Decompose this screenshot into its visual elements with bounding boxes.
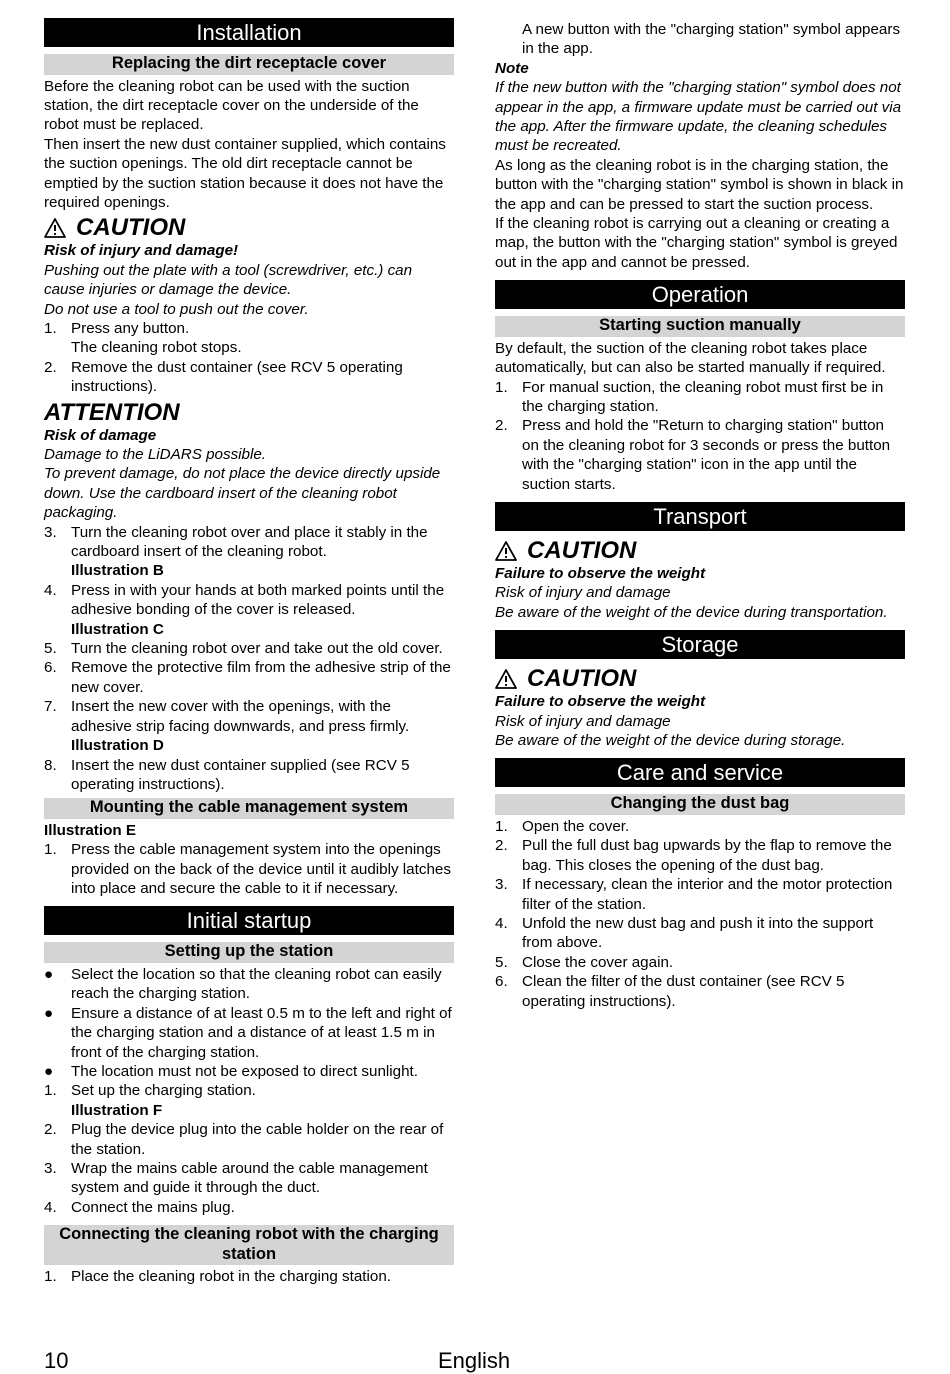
caution-risk: Failure to observe the weight bbox=[495, 693, 706, 711]
list-item bbox=[44, 1120, 454, 1159]
list-marker: 4. bbox=[44, 1198, 57, 1216]
paragraph: By default, the suction of the cleaning robot takes place automatically, but can also be started manually if required. bbox=[495, 339, 886, 377]
subheading-dirt-cover: Replacing the dirt receptacle cover bbox=[44, 54, 454, 75]
list-item bbox=[495, 378, 905, 417]
attention-text: Damage to the LiDARS possible. bbox=[44, 446, 267, 463]
illustration-ref: Illustration E bbox=[44, 821, 136, 839]
list-marker: 3. bbox=[495, 876, 508, 894]
step-result: A new button with the "charging station" symbol appears in the app. bbox=[522, 21, 901, 58]
section-title-transport: Transport bbox=[495, 502, 905, 531]
list-item-text: Press in with your hands at both marked points until the adhesive bonding of the cover is released. bbox=[71, 581, 445, 619]
list-marker: 7. bbox=[44, 698, 57, 716]
list-item bbox=[44, 523, 454, 562]
illustration-ref: Illustration C bbox=[71, 620, 164, 638]
list-item bbox=[44, 1159, 454, 1198]
caution-heading bbox=[495, 538, 905, 564]
page-number: 10 bbox=[44, 1348, 69, 1373]
caution-heading bbox=[44, 215, 454, 241]
list-item-text: Connect the mains plug. bbox=[71, 1198, 235, 1216]
illustration-ref: Illustration F bbox=[71, 1101, 163, 1119]
list-item-text: Press the cable management system into the openings provided on the back of the device until it audibly latches into place and secure the cable to it if necessary. bbox=[71, 841, 451, 898]
subheading-station: Setting up the station bbox=[44, 942, 454, 963]
note-text: If the new button with the "charging station" symbol does not appear in the app, a firmware update must be carried out via the app. After the firmware update, the cleaning schedules must be recreated. bbox=[495, 79, 902, 155]
warning-triangle-icon bbox=[495, 669, 517, 689]
subheading-suction: Starting suction manually bbox=[495, 316, 905, 337]
left-column bbox=[44, 18, 454, 1287]
list-item bbox=[495, 914, 905, 953]
section-title-initial-startup: Initial startup bbox=[44, 906, 454, 935]
caution-text: Risk of injury and damage bbox=[495, 712, 671, 730]
list-item bbox=[44, 1081, 454, 1100]
bullet-list-station bbox=[44, 965, 454, 1081]
list-item bbox=[44, 1198, 454, 1217]
steps-list-care bbox=[495, 817, 905, 1011]
list-marker: 3. bbox=[44, 1160, 57, 1177]
list-marker: 1. bbox=[44, 1268, 57, 1286]
list-marker: 5. bbox=[44, 640, 57, 658]
caution-text: Do not use a tool to push out the cover. bbox=[44, 300, 309, 318]
list-marker: 1. bbox=[44, 841, 57, 859]
caution-heading bbox=[495, 666, 905, 692]
list-item bbox=[44, 639, 454, 658]
list-item bbox=[495, 836, 905, 875]
footer-language: English bbox=[438, 1348, 511, 1373]
illustration-ref: Illustration B bbox=[71, 562, 164, 580]
steps-list-connect bbox=[44, 1267, 454, 1286]
caution-risk: Risk of injury and damage! bbox=[44, 242, 239, 260]
subheading-dust-bag: Changing the dust bag bbox=[495, 794, 905, 815]
caution-text: Be aware of the weight of the device during storage. bbox=[495, 732, 846, 750]
list-item bbox=[495, 817, 905, 836]
list-item bbox=[44, 756, 454, 795]
steps-list-a bbox=[44, 319, 454, 397]
subheading-connect: Connecting the cleaning robot with the charging station bbox=[44, 1225, 454, 1265]
list-item bbox=[495, 953, 905, 972]
paragraph: Before the cleaning robot can be used with the suction station, the dirt receptacle cover on the underside of the robot must be replaced. bbox=[44, 77, 419, 134]
caution-text: Be aware of the weight of the device during transportation. bbox=[495, 603, 888, 621]
list-marker: 1. bbox=[44, 1082, 57, 1100]
list-marker: 1. bbox=[495, 378, 508, 396]
list-item-text: Turn the cleaning robot over and take out the old cover. bbox=[71, 640, 443, 658]
list-item bbox=[44, 319, 454, 338]
list-item-text: Press and hold the "Return to charging station" button on the cleaning robot for 3 seconds or press the button with the "charging station" icon in the app until the suction starts. bbox=[522, 417, 891, 493]
list-item-text: Place the cleaning robot in the charging station. bbox=[71, 1268, 391, 1286]
caution-text: Risk of injury and damage bbox=[495, 584, 671, 602]
caution-label: CAUTION bbox=[527, 665, 637, 693]
caution-label: CAUTION bbox=[527, 537, 637, 565]
right-column bbox=[495, 20, 905, 1011]
attention-label: ATTENTION bbox=[44, 398, 180, 426]
paragraph: If the cleaning robot is carrying out a cleaning or creating a map, the button with the "charging station" symbol is greyed out in the app and cannot be pressed. bbox=[495, 215, 898, 271]
illustration-ref: Illustration D bbox=[71, 737, 164, 755]
caution-risk: Failure to observe the weight bbox=[495, 565, 706, 583]
paragraph: Then insert the new dust container supplied, which contains the suction openings. The old dirt receptacle cannot be emptied by the suction station because it does not have the required openings. bbox=[44, 135, 446, 211]
list-marker: ● bbox=[44, 1004, 54, 1022]
attention-risk: Risk of damage bbox=[44, 426, 157, 444]
list-item-text: Plug the device plug into the cable holder on the rear of the station. bbox=[71, 1121, 444, 1158]
paragraph: As long as the cleaning robot is in the charging station, the button with the "charging station" symbol is shown in black in the app and can be pressed to start the suction process. bbox=[495, 156, 904, 213]
list-marker: ● bbox=[44, 1062, 54, 1080]
note-label: Note bbox=[495, 59, 529, 77]
warning-triangle-icon bbox=[44, 218, 66, 238]
section-title-storage: Storage bbox=[495, 630, 905, 659]
list-marker: 2. bbox=[495, 837, 508, 855]
list-item bbox=[495, 416, 905, 494]
steps-list-station bbox=[44, 1081, 454, 1217]
list-item bbox=[44, 1004, 454, 1062]
warning-triangle-icon bbox=[495, 541, 517, 561]
list-item-text: Ensure a distance of at least 0.5 m to the left and right of the charging station and a distance of at least 1.5 m in front of the charging station. bbox=[71, 1004, 452, 1061]
list-item-text: If necessary, clean the interior and the motor protection filter of the station. bbox=[522, 876, 893, 913]
list-marker: 6. bbox=[44, 659, 57, 677]
caution-label: CAUTION bbox=[76, 214, 186, 242]
list-item-text: Open the cover. bbox=[522, 817, 630, 835]
list-item-text: Close the cover again. bbox=[522, 953, 674, 971]
attention-heading bbox=[44, 400, 454, 426]
subheading-cable-management: Mounting the cable management system bbox=[44, 798, 454, 819]
list-marker: 1. bbox=[495, 817, 508, 835]
list-item-text: Insert the new dust container supplied (see RCV 5 operating instructions). bbox=[71, 756, 410, 793]
list-item-text: Press any button. bbox=[71, 319, 190, 337]
section-title-installation: Installation bbox=[44, 18, 454, 47]
list-marker: 2. bbox=[495, 417, 508, 435]
list-item-text: Unfold the new dust bag and push it into the support from above. bbox=[522, 915, 874, 952]
list-marker: 2. bbox=[44, 1121, 57, 1139]
list-item bbox=[44, 358, 454, 397]
list-marker: 4. bbox=[495, 915, 508, 932]
list-item-text: Select the location so that the cleaning robot can easily reach the charging station. bbox=[71, 965, 442, 1003]
list-marker: ● bbox=[44, 965, 54, 983]
list-item-text: For manual suction, the cleaning robot must first be in the charging station. bbox=[522, 378, 884, 415]
list-marker: 5. bbox=[495, 953, 508, 971]
step-result: The cleaning robot stops. bbox=[71, 339, 242, 357]
list-item-text: Insert the new cover with the openings, with the adhesive strip facing downwards, and press firmly. bbox=[71, 698, 410, 735]
section-title-care-service: Care and service bbox=[495, 758, 905, 787]
list-item bbox=[44, 658, 454, 697]
list-marker: 6. bbox=[495, 973, 508, 991]
attention-text: To prevent damage, do not place the device directly upside down. Use the cardboard insert of the cleaning robot packaging. bbox=[44, 465, 441, 522]
list-marker: 1. bbox=[44, 319, 57, 337]
steps-list-cable bbox=[44, 840, 454, 898]
steps-list-b bbox=[44, 523, 454, 795]
steps-list-operation bbox=[495, 378, 905, 494]
list-item-text: Turn the cleaning robot over and place it stably in the cardboard insert of the cleaning robot. bbox=[71, 523, 428, 561]
list-marker: 3. bbox=[44, 523, 57, 541]
list-item bbox=[44, 965, 454, 1004]
list-item bbox=[44, 1267, 454, 1286]
list-marker: 2. bbox=[44, 358, 57, 376]
list-item bbox=[495, 972, 905, 1011]
section-title-operation: Operation bbox=[495, 280, 905, 309]
list-marker: 4. bbox=[44, 581, 57, 599]
list-item-text: Pull the full dust bag upwards by the flap to remove the bag. This closes the opening of the dust bag. bbox=[522, 837, 892, 874]
list-item bbox=[44, 840, 454, 898]
list-item-text: Remove the dust container (see RCV 5 operating instructions). bbox=[71, 358, 403, 396]
list-item-text: Clean the filter of the dust container (see RCV 5 operating instructions). bbox=[522, 973, 845, 1010]
list-marker: 8. bbox=[44, 756, 57, 774]
list-item-text: The location must not be exposed to direct sunlight. bbox=[71, 1062, 418, 1080]
list-item bbox=[44, 1062, 454, 1081]
list-item bbox=[495, 875, 905, 914]
list-item-text: Set up the charging station. bbox=[71, 1082, 256, 1100]
list-item bbox=[44, 581, 454, 620]
list-item bbox=[44, 697, 454, 736]
list-item-text: Remove the protective film from the adhesive strip of the new cover. bbox=[71, 659, 451, 696]
caution-text: Pushing out the plate with a tool (screwdriver, etc.) can cause injuries or damage the device. bbox=[44, 261, 413, 299]
list-item-text: Wrap the mains cable around the cable management system and guide it through the duct. bbox=[71, 1160, 428, 1197]
